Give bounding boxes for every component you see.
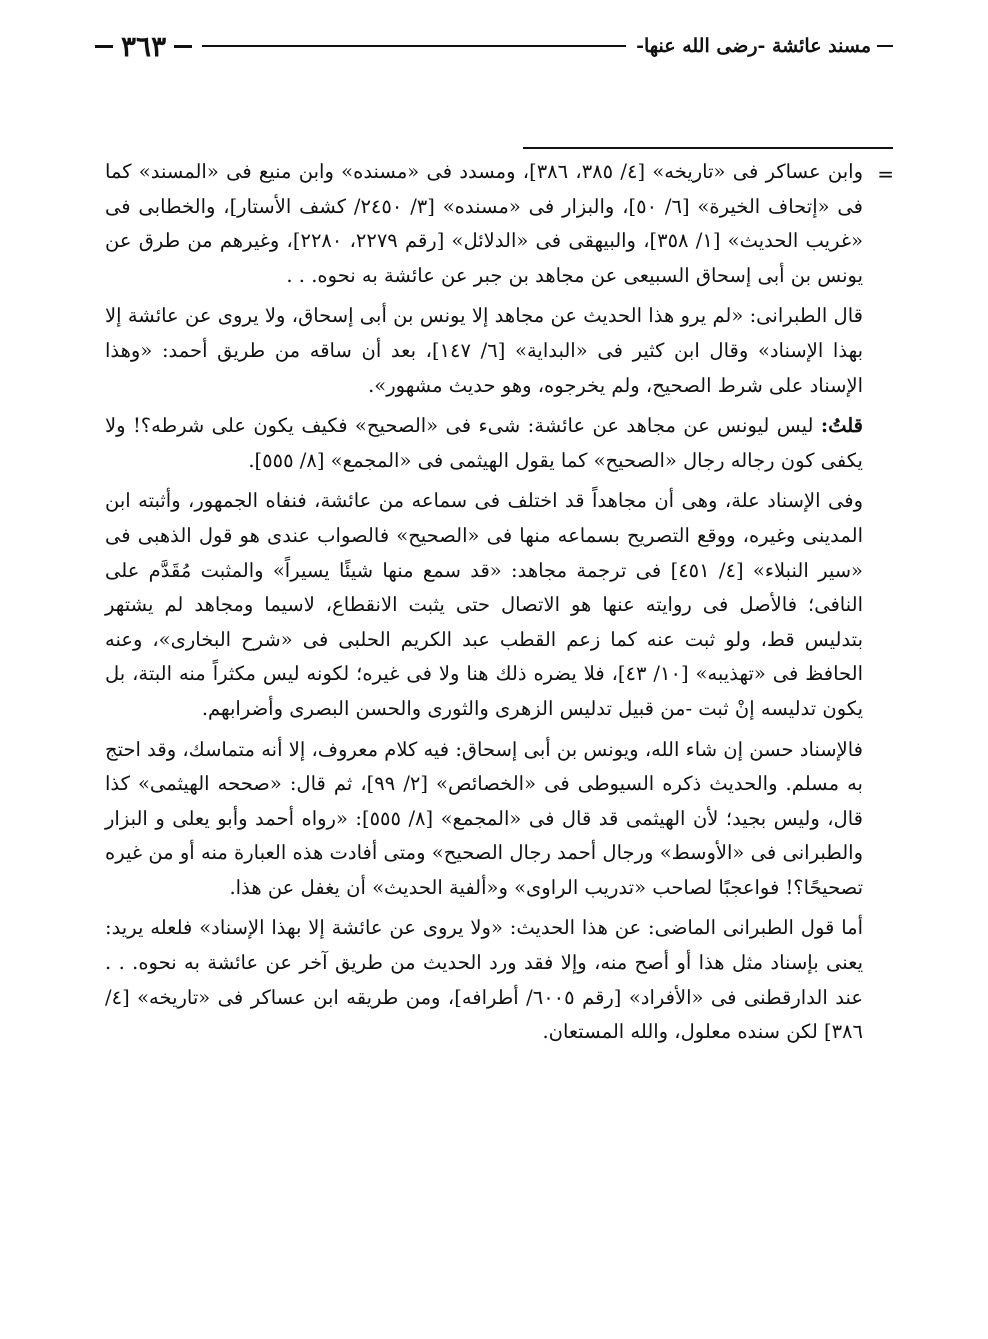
header-title-text: مسند عائشة -رضى الله عنها- [636, 35, 871, 57]
footnote-body [105, 155, 863, 1056]
page-number-dash-right [174, 45, 192, 48]
paragraph-tabarani-reply: أما قول الطبرانى الماضى: عن هذا الحديث: «ولا يروى عن عائشة إلا بهذا الإسناد» فلعله يريد: يعنى بإسناد مثل هذا أو أصح منه، وإلا فقد ورد الحديث من طريق آخر عن عائشة به نحوه. . . عند الدارقطنى فى «الأفراد» [رقم ٦٠٠٥/ أطرافه]، ومن طريقه ابن عساكر فى «تاريخه» [٤/ ٣٨٦] لكن سنده معلول، والله المستعان. [105, 916, 863, 1044]
paragraph-sources: وابن عساكر فى «تاريخه» [٤/ ٣٨٥، ٣٨٦]، ومسدد فى «مسنده» وابن منيع فى «المسند» كما فى «إتحاف الخيرة» [٦/ ٥٠]، والبزار فى «مسنده» [٣/ ٢٤٥٠/ كشف الأستار]، والخطابى فى «غريب الحديث» [١/ ٣٥٨]، والبيهقى فى «الدلائل» [رقم ٢٢٧٩، ٢٢٨٠]، وغيرهم من طرق عن يونس بن أبى إسحاق السبيعى عن مجاهد بن جبر عن عائشة به نحوه. . . [105, 160, 864, 287]
running-header [95, 26, 893, 66]
paragraph-qultu [105, 409, 863, 478]
continuation-mark: = [877, 162, 894, 186]
header-rule [202, 45, 626, 47]
qultu-lead-word: قلتُ: [820, 414, 863, 438]
page-number-text: ٣٦٣ [121, 29, 167, 63]
page-number-dash-left [95, 45, 113, 48]
paragraph-tabarani-quote: قال الطبرانى: «لم يرو هذا الحديث عن مجاهد إلا يونس بن أبى إسحاق، ولا يروى عن عائشة إلا بهذا الإسناد» وقال ابن كثير فى «البداية» [٦/ ١٤٧]، بعد أن ساقه من طريق أحمد: «وهذا الإسناد على شرط الصحيح، ولم يخرجوه، وهو حديث مشهور». [105, 304, 863, 397]
page-number [95, 30, 192, 63]
paragraph-isnad-illa: وفى الإسناد علة، وهى أن مجاهداً قد اختلف فى سماعه من عائشة، فنفاه الجمهور، وأثبته ابن المدينى وغيره، ووقع التصريح بسماعه منها فى «الصحيح» فالصواب عندى هو قول الذهبى فى «سير النبلاء» [٤/ ٤٥١] فى ترجمة مجاهد: «قد سمع منها شيئًا يسيراً» والمثبت مُقَدَّم على النافى؛ فالأصل فى روايته عنها هو الاتصال حتى يثبت الانقطاع، لاسيما ومجاهد لم يشتهر بتدليس قط، ولو ثبت عنه كما زعم القطب عبد الكريم الحلبى فى «شرح البخارى»، وعنه الحافظ فى «تهذيبه» [١٠/ ٤٣]، فلا يضره ذلك هنا ولا فى غيره؛ لكونه ليس مكثراً منه البتة، بل يكون تدليسه إنْ ثبت -من قبيل تدليس الزهرى والثورى والحسن البصرى وأضرابهم. [105, 489, 863, 720]
paragraph-isnad-hasan: فالإسناد حسن إن شاء الله، ويونس بن أبى إسحاق: فيه كلام معروف، إلا أنه متماسك، وقد احتج به مسلم. والحديث ذكره السيوطى فى «الخصائص» [٢/ ٩٩]، ثم قال: «صححه الهيثمى» كذا قال، وليس بجيد؛ لأن الهيثمى قد قال فى «المجمع» [٨/ ٥٥٥]: «رواه أحمد وأبو يعلى و البزار والطبرانى فى «الأوسط» ورجال أحمد رجال الصحيح» ومتى أفادت هذه العبارة منه أو من غيره تصحيحًا؟! فواعجبًا لصاحب «تدريب الراوى» و«ألفية الحديث» أن يغفل عن هذا. [105, 737, 863, 899]
footnote-separator [523, 147, 893, 149]
header-title [636, 35, 893, 57]
qultu-text: ليس ليونس عن مجاهد عن عائشة: شىء فى «الصحيح» فكيف يكون على شرطه؟! ولا يكفى كون رجاله رجال «الصحيح» كما يقول الهيثمى فى «المجمع» [٨/ ٥٥٥]. [105, 414, 863, 472]
header-title-dash [877, 45, 893, 47]
